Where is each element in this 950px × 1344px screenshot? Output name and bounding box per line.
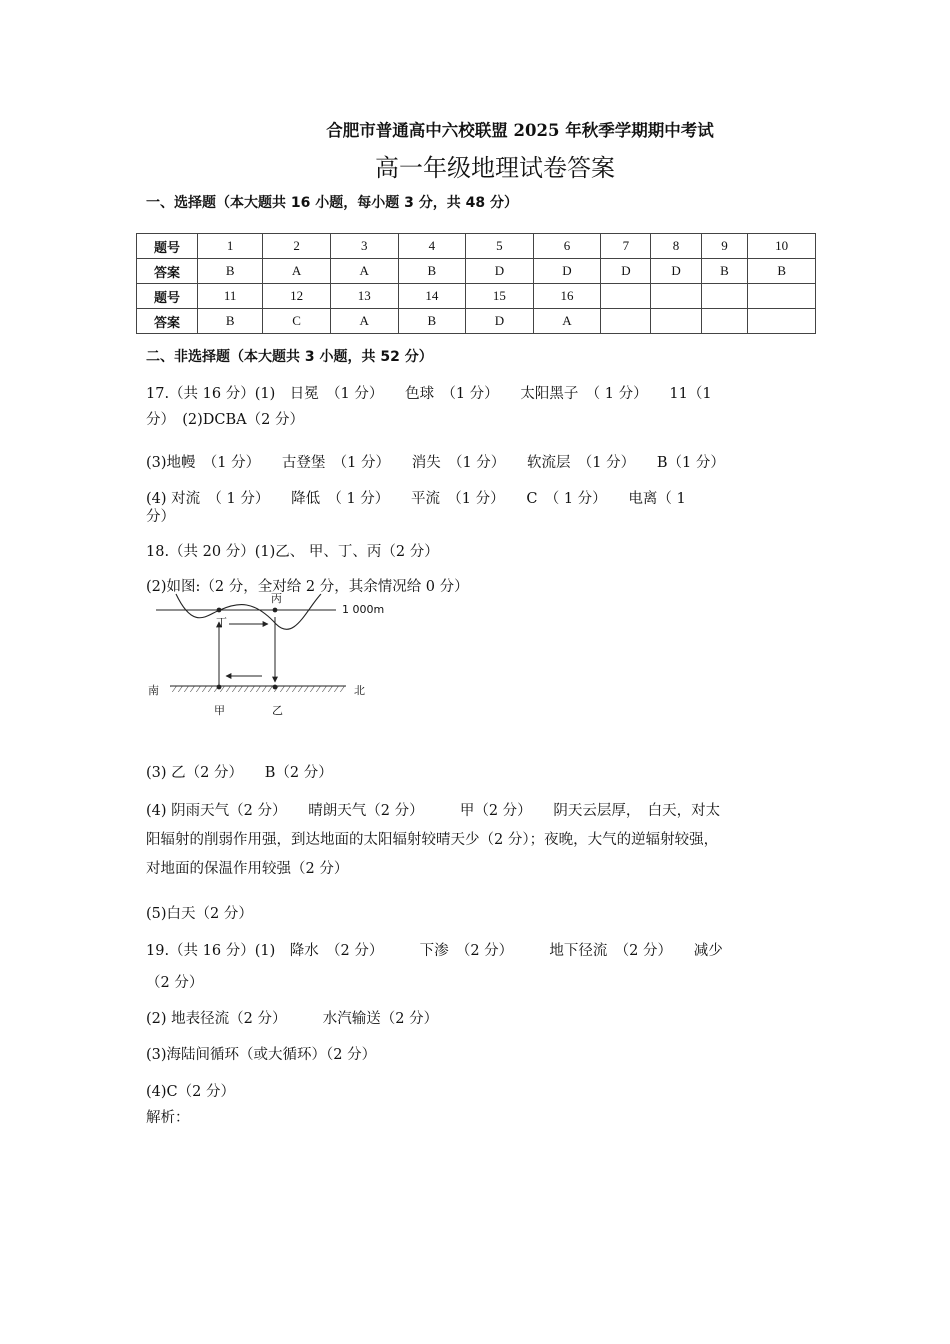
q19-line-3: (2) 地表径流（2 分） 水汽输送（2 分） (146, 1011, 439, 1027)
table-cell: 10 (748, 234, 816, 259)
table-cell: 9 (701, 234, 748, 259)
q18-line-6: 对地面的保温作用较强（2 分） (146, 861, 349, 877)
table-cell: 16 (533, 284, 601, 309)
table-cell: C (263, 309, 331, 334)
table-row-label: 答案 (137, 259, 198, 284)
table-cell: 13 (330, 284, 398, 309)
table-cell: A (263, 259, 331, 284)
table-row (137, 259, 816, 284)
table-cell (651, 284, 701, 309)
table-row (137, 234, 816, 259)
table-cell: 4 (398, 234, 466, 259)
table-cell: 12 (263, 284, 331, 309)
q19-line-5: (4)C（2 分） (146, 1084, 235, 1100)
label-jia: 甲 (214, 704, 225, 717)
q17-line-5: 分） (146, 509, 175, 525)
table-cell: B (398, 259, 466, 284)
section1-heading: 一、选择题（本大题共 16 小题，每小题 3 分，共 48 分） (146, 195, 518, 211)
label-south: 南 (148, 684, 159, 697)
label-bing: 丙 (271, 592, 282, 605)
section2-heading: 二、非选择题（本大题共 3 小题，共 52 分） (146, 349, 433, 365)
point-bing (273, 608, 278, 613)
q18-line-5: 阳辐射的削弱作用强，到达地面的太阳辐射较晴天少（2 分）；夜晚，大气的逆辐射较强， (146, 832, 719, 848)
table-cell: B (701, 259, 748, 284)
q19-line-1: 19.（共 16 分）(1) 降水 （2 分） 下渗 （2 分） 地下径流 （2 分） 减少 (146, 943, 723, 959)
table-cell (651, 309, 701, 334)
table-cell: B (748, 259, 816, 284)
table-row (137, 284, 816, 309)
table-cell: 3 (330, 234, 398, 259)
table-cell: 11 (198, 284, 263, 309)
table-cell: 5 (466, 234, 534, 259)
table-cell: D (601, 259, 651, 284)
table-cell: 6 (533, 234, 601, 259)
q19-line-4: (3)海陆间循环（或大循环）（2 分） (146, 1047, 377, 1063)
page-title: 高一年级地理试卷答案 (375, 154, 615, 182)
q19-line-6: 解析： (146, 1110, 190, 1126)
table-cell: A (533, 309, 601, 334)
q17-line-2: 分） (2)DCBA（2 分） (146, 412, 304, 428)
ground-hatch (170, 686, 346, 692)
label-height: 1 000m (342, 603, 385, 616)
table-row-label: 题号 (137, 284, 198, 309)
q18-line-7: (5)白天（2 分） (146, 906, 253, 922)
circulation-diagram (146, 592, 396, 722)
table-row-label: 题号 (137, 234, 198, 259)
table-cell (701, 309, 748, 334)
point-yi (273, 685, 278, 690)
table-cell (601, 284, 651, 309)
q18-line-3: (3) 乙（2 分） B（2 分） (146, 765, 333, 781)
table-cell: D (533, 259, 601, 284)
point-jia (217, 685, 222, 690)
table-cell: D (651, 259, 701, 284)
table-cell (701, 284, 748, 309)
table-cell: D (466, 309, 534, 334)
table-cell: A (330, 309, 398, 334)
q17-line-1: 17.（共 16 分）(1) 日冕 （1 分） 色球 （1 分） 太阳黑子 （ 1 分） 11（1 (146, 386, 712, 402)
table-cell: 1 (198, 234, 263, 259)
q17-line-4: (4) 对流 （ 1 分） 降低 （ 1 分） 平流 （1 分） C （ 1 分） 电离（ 1 (146, 491, 686, 507)
q18-line-1: 18.（共 20 分）(1)乙、 甲、丁、丙（2 分） (146, 544, 439, 560)
table-cell: 15 (466, 284, 534, 309)
label-ding: 丁 (216, 616, 227, 629)
table-cell: B (398, 309, 466, 334)
school-exam-title: 合肥市普通高中六校联盟 2025 年秋季学期期中考试 (326, 121, 714, 140)
table-cell: 7 (601, 234, 651, 259)
answer-table (136, 233, 816, 334)
table-cell: 8 (651, 234, 701, 259)
point-ding (217, 608, 222, 613)
table-cell: A (330, 259, 398, 284)
q18-line-4: (4) 阴雨天气（2 分） 晴朗天气（2 分） 甲（2 分） 阴天云层厚， 白天，对太 (146, 803, 721, 819)
q18-line-2: (2)如图:（2 分，全对给 2 分，其余情况给 0 分） (146, 579, 469, 595)
label-north: 北 (354, 684, 365, 697)
table-row-label: 答案 (137, 309, 198, 334)
table-cell: 14 (398, 284, 466, 309)
table-cell: D (466, 259, 534, 284)
table-row (137, 309, 816, 334)
q17-line-3: (3)地幔 （1 分） 古登堡 （1 分） 消失 （1 分） 软流层 （1 分） B（1 分） (146, 455, 725, 471)
table-cell: B (198, 309, 263, 334)
label-yi: 乙 (272, 704, 283, 717)
table-cell (748, 309, 816, 334)
table-cell (601, 309, 651, 334)
table-cell: 2 (263, 234, 331, 259)
table-cell: B (198, 259, 263, 284)
table-cell (748, 284, 816, 309)
q19-line-2: （2 分） (146, 975, 204, 991)
